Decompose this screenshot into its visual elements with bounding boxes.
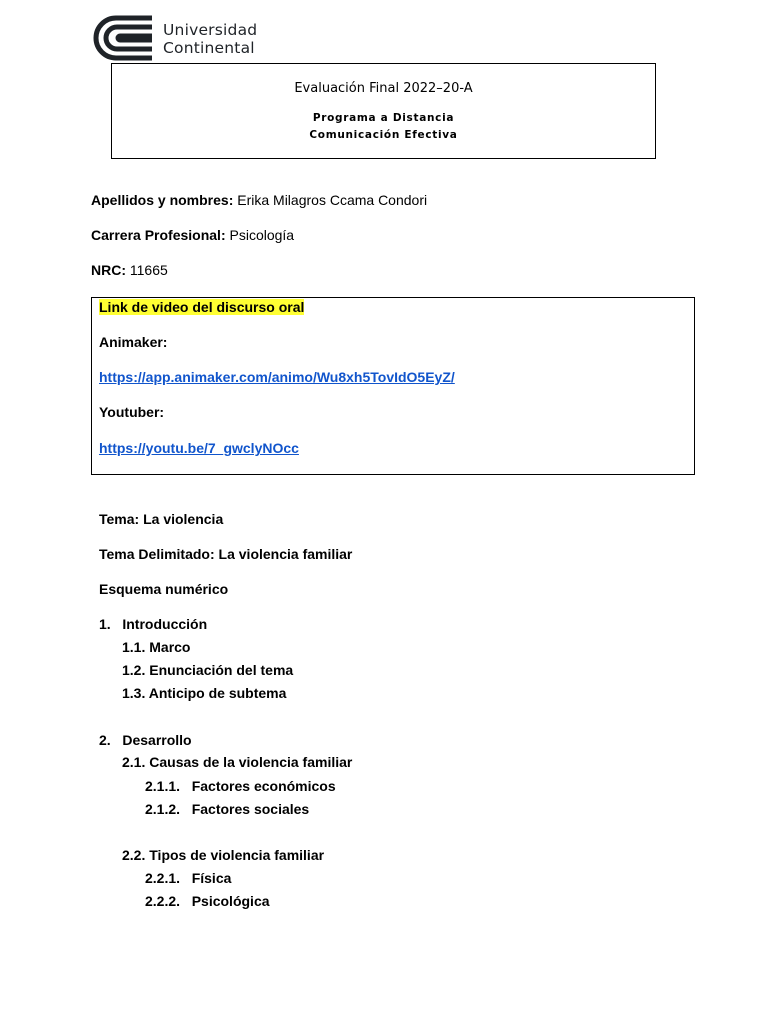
logo-line-2: Continental	[163, 39, 255, 57]
outline-item: 1.1. Marco	[122, 639, 191, 655]
outline-item: 2.1.2. Factores sociales	[145, 801, 310, 817]
animaker-link[interactable]: https://app.animaker.com/animo/Wu8xh5TovIdO5EyZ/	[99, 369, 455, 385]
youtube-link[interactable]: https://youtu.be/7_gwclyNOcc	[99, 440, 299, 456]
nrc-value: 11665	[129, 262, 168, 278]
animaker-label: Animaker:	[99, 334, 168, 350]
career-field	[91, 227, 294, 243]
nrc-label: NRC:	[91, 262, 126, 278]
outline-item: 2.2.2. Psicológica	[145, 893, 270, 909]
course-name: Comunicación Efectiva	[309, 129, 458, 141]
video-links-box	[91, 297, 695, 475]
career-label: Carrera Profesional:	[91, 227, 226, 243]
outline-item: 1. Introducción	[99, 616, 208, 632]
nrc-field	[91, 262, 168, 278]
student-name-label: Apellidos y nombres:	[91, 192, 234, 208]
student-name-field	[91, 192, 427, 208]
outline-item: 2.2. Tipos de violencia familiar	[122, 847, 325, 863]
outline-item: 2.1. Causas de la violencia familiar	[122, 754, 353, 770]
logo-line-1: Universidad	[163, 21, 258, 39]
student-name-value: Erika Milagros Ccama Condori	[237, 192, 428, 208]
career-value: Psicología	[229, 227, 295, 243]
header-box	[111, 63, 656, 159]
video-links-heading: Link de video del discurso oral	[99, 299, 305, 315]
scheme-heading: Esquema numérico	[99, 581, 229, 597]
logo-mark-icon	[90, 14, 156, 62]
program-name: Programa a Distancia	[312, 112, 455, 124]
outline-item: 2.2.1. Física	[145, 870, 232, 886]
topic-line: Tema: La violencia	[99, 511, 224, 527]
university-logo	[90, 14, 270, 64]
outline-item: 2.1.1. Factores económicos	[145, 778, 336, 794]
outline-item: 2. Desarrollo	[99, 732, 192, 748]
outline-item: 1.2. Enunciación del tema	[122, 662, 294, 678]
delimited-topic-line: Tema Delimitado: La violencia familiar	[99, 546, 353, 562]
outline-item: 1.3. Anticipo de subtema	[122, 685, 287, 701]
evaluation-title: Evaluación Final 2022–20-A	[294, 81, 473, 96]
youtube-label: Youtuber:	[99, 404, 165, 420]
